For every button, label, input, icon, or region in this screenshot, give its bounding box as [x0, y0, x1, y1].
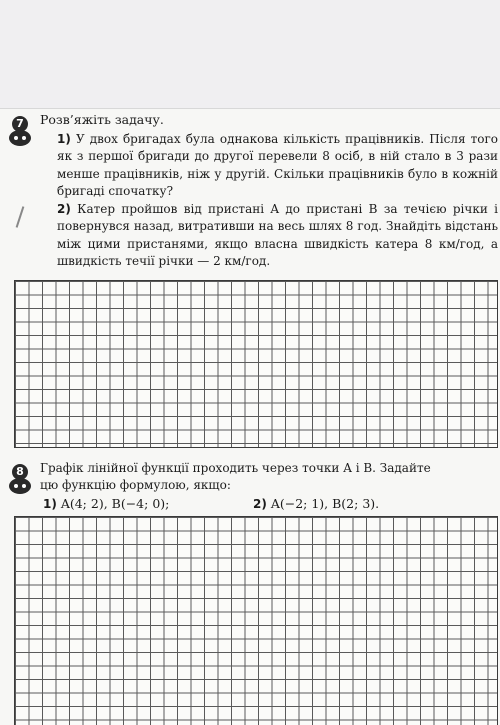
- task-8-heading-line-2: цю функцію формулою, якщо:: [40, 478, 231, 492]
- task-8-heading-line-1: Графік лінійної функції проходить через точки A і B. Задайте: [40, 461, 431, 475]
- problem-number: 1): [57, 132, 71, 146]
- variant-2: [253, 496, 379, 511]
- task-8-badge: [9, 464, 31, 496]
- variant-number: 2): [253, 497, 267, 511]
- task-7-heading: Розв’яжіть задачу.: [40, 112, 164, 127]
- variant-number: 1): [43, 497, 57, 511]
- answer-grid-task-8[interactable]: [14, 516, 498, 725]
- variant-1-points: A(4; 2), B(−4; 0);: [60, 496, 170, 511]
- difficulty-dots-icon: [9, 130, 31, 146]
- variant-2-points: A(−2; 1), B(2; 3).: [270, 496, 380, 511]
- task-7-badge: [9, 116, 31, 148]
- task-7-problem-2: [40, 201, 498, 271]
- task-number: 8: [12, 464, 28, 480]
- problem-text: Катер пройшов від пристані A до пристані B за течією річки і повернувся назад, витративши на весь шлях 8 год. Знайдіть відстань між цими пристанями, якщо власна швидкість катера 8 км/год, а швидкість течії річки — 2 км/год.: [57, 202, 498, 269]
- problem-text: У двох бригадах була однакова кількість працівників. Після того як з першої бригади до другої перевели 8 осіб, в ній стало в 3 рази менше працівників, ніж у другій. Скільки працівників було в кожній бригаді спочатку?: [57, 132, 498, 199]
- task-7-problem-1: [40, 131, 498, 201]
- task-number: 7: [12, 116, 28, 132]
- task-8-variants: [43, 496, 380, 511]
- problem-number: 2): [57, 202, 71, 216]
- answer-grid-task-7[interactable]: [14, 280, 498, 448]
- difficulty-dots-icon: [9, 478, 31, 494]
